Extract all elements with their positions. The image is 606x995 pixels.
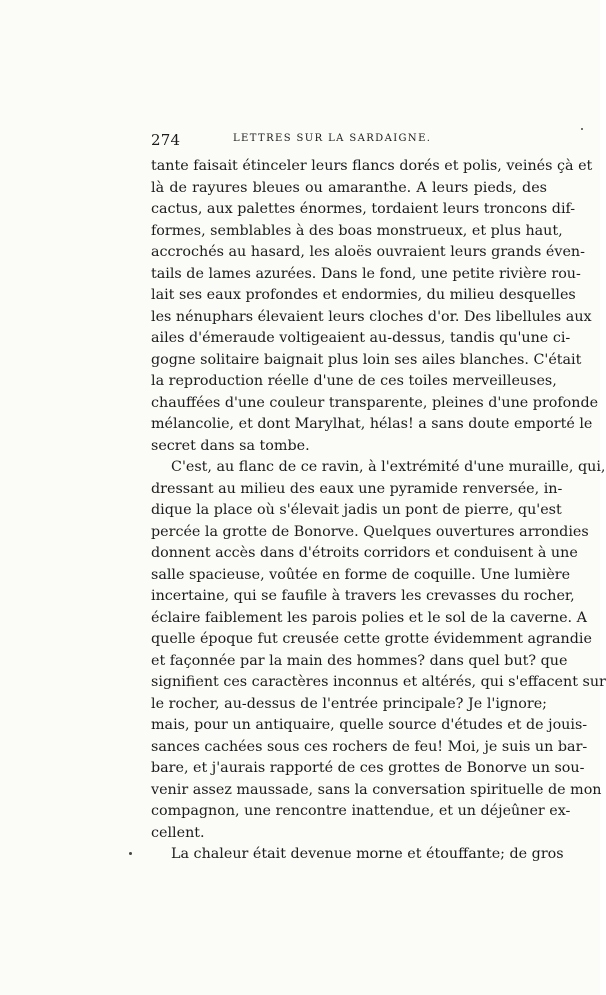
text-line: la reproduction réelle d'une de ces toiles merveilleuses, (151, 373, 557, 389)
text-line: La chaleur était devenue morne et étouffante; de gros (171, 846, 564, 862)
text-line: lait ses eaux profondes et endormies, du milieu desquelles (151, 287, 576, 303)
text-line: et façonnée par la main des hommes? dans quel but? que (151, 652, 568, 669)
text-line: tails de lames azurées. Dans le fond, une petite rivière rou- (151, 265, 581, 282)
text-line: les nénuphars élevaient leurs cloches d'or. Des libellules aux (151, 308, 592, 325)
page-number: 274 (151, 131, 181, 149)
running-head: LETTRES SUR LA SARDAIGNE. (233, 133, 432, 144)
text-line: mais, pour un antiquaire, quelle source d'études et de jouis- (151, 717, 588, 733)
paragraph-3 (151, 844, 564, 866)
text-line: incertaine, qui se faufile à travers les crevasses du rocher, (151, 588, 575, 604)
text-line: secret dans sa tombe. (151, 437, 310, 454)
text-line: compagnon, une rencontre inattendue, et un déjeûner ex- (151, 803, 571, 819)
text-line: sances cachées sous ces rochers de feu! Moi, je suis un bar- (151, 738, 588, 755)
text-line: tante faisait étinceler leurs flancs dorés et polis, veinés çà et (151, 158, 593, 174)
text-line: bare, et j'aurais rapporté de ces grottes de Bonorve un sou- (151, 760, 585, 776)
paragraph-2 (151, 457, 606, 844)
page-header (151, 131, 547, 149)
text-line: gogne solitaire baignait plus loin ses ailes blanches. C'était (151, 351, 582, 368)
paragraph-1 (151, 156, 599, 457)
text-line: cactus, aux palettes énormes, tordaient leurs troncons dif- (151, 201, 576, 217)
text-line: percée la grotte de Bonorve. Quelques ouvertures arrondies (151, 523, 589, 540)
text-line: salle spacieuse, voûtée en forme de coquille. Une lumière (151, 566, 571, 583)
text-line: C'est, au flanc de ce ravin, à l'extrémité d'une muraille, qui, (171, 459, 606, 475)
text-line: quelle époque fut creusée cette grotte évidemment agrandie (151, 631, 592, 647)
ink-speck (129, 852, 132, 855)
text-line: dressant au milieu des eaux une pyramide renversée, in- (151, 480, 563, 497)
text-line: ailes d'émeraude voltigeaient au-dessus, tandis qu'une ci- (151, 330, 571, 346)
text-line: mélancolie, et dont Marylhat, hélas! a sans doute emporté le (151, 416, 593, 432)
text-line: formes, semblables à des boas monstrueux, et plus haut, (151, 222, 563, 239)
text-line: donnent accès dans d'étroits corridors et conduisent à une (151, 545, 578, 561)
text-line: accrochés au hasard, les aloës ouvraient leurs grands éven- (151, 244, 585, 260)
text-line: là de rayures bleues ou amaranthe. A leurs pieds, des (151, 179, 547, 196)
text-line: le rocher, au-dessus de l'entrée principale? Je l'ignore; (151, 695, 547, 712)
text-line: chauffées d'une couleur transparente, pleines d'une profonde (151, 394, 599, 411)
text-line: dique la place où s'élevait jadis un pont de pierre, qu'est (151, 502, 562, 518)
ink-speck (581, 128, 583, 130)
text-line: cellent. (151, 824, 205, 841)
text-line: éclaire faiblement les parois polies et le sol de la caverne. A (151, 609, 587, 626)
body-text (151, 156, 606, 866)
text-line: venir assez maussade, sans la conversation spirituelle de mon (151, 781, 602, 798)
text-line: signifient ces caractères inconnus et altérés, qui s'effacent sur (151, 674, 606, 690)
